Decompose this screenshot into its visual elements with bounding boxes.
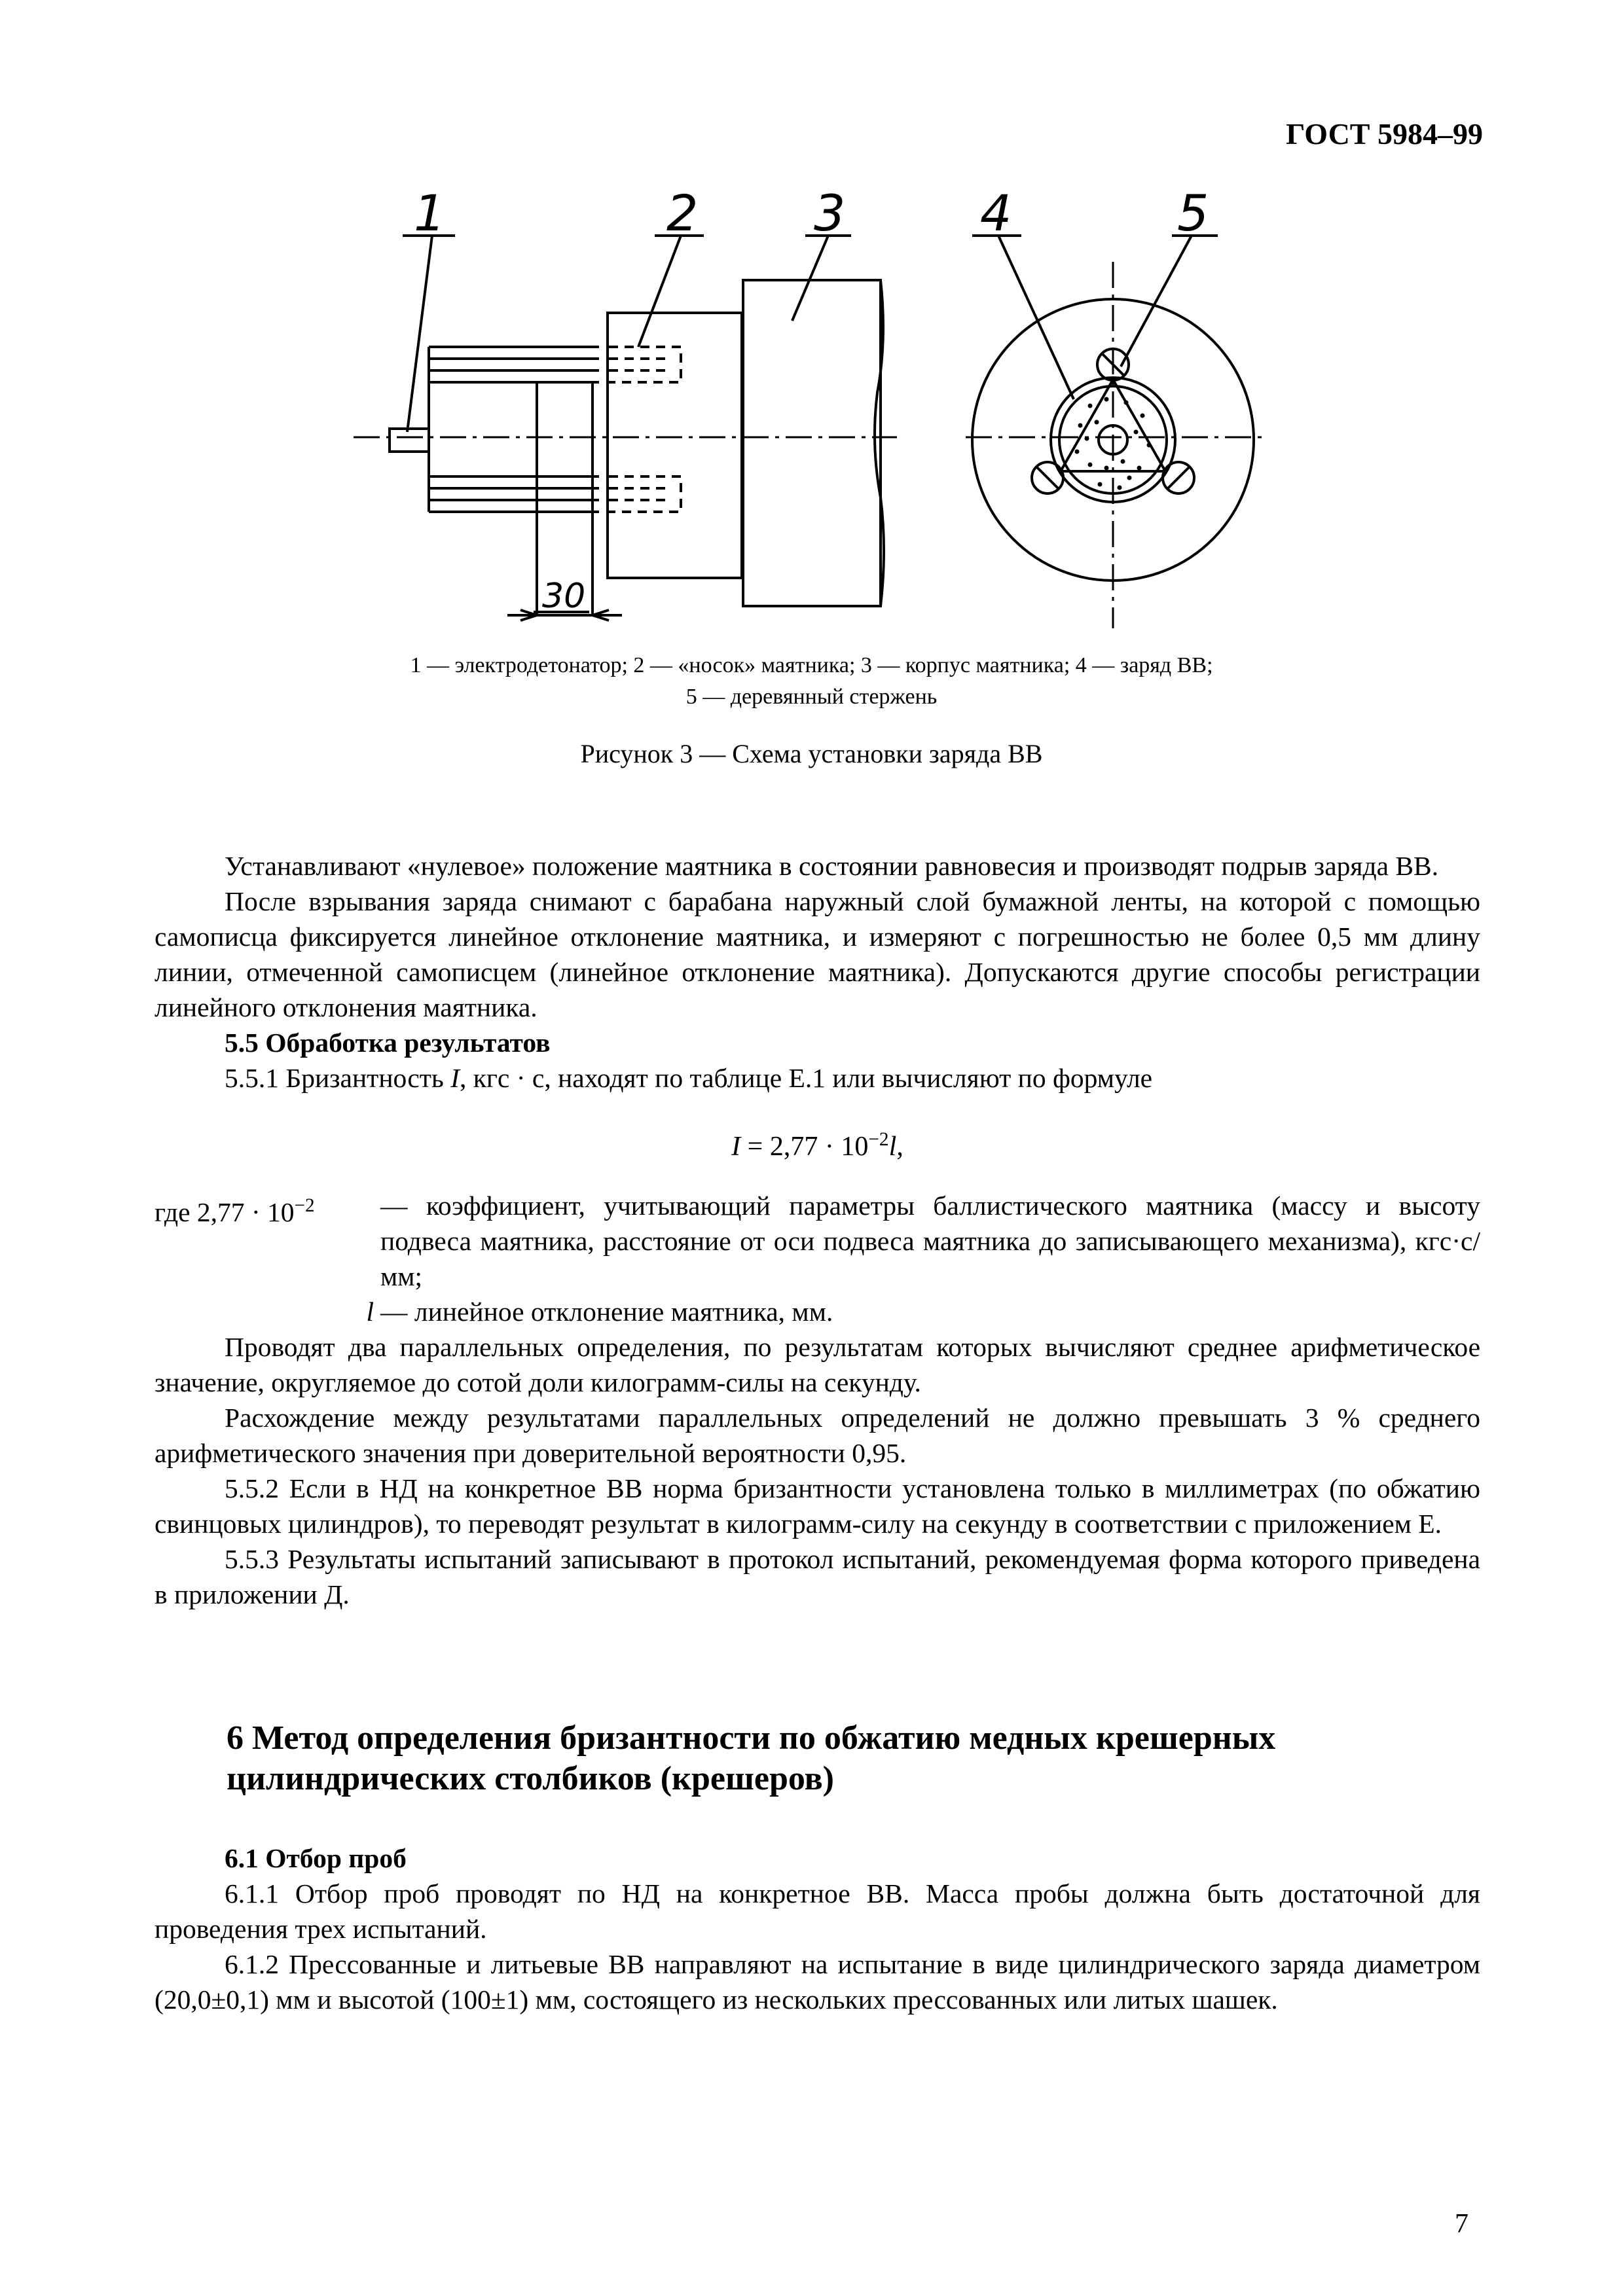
- paragraph-6-1-2: 6.1.2 Прессованные и литьевые ВВ направляют на испытание в виде цилиндрического заряда диаметром (20,0±0,1) мм и высотой (100±1) мм, состоящего из нескольких прессованных или литых шашек.: [155, 1949, 1480, 2015]
- figure-label-2: 2: [666, 184, 699, 242]
- page-number: 7: [1455, 2209, 1468, 2239]
- section-6-title: 6 Метод определения бризантности по обжатию медных крешерных цилиндрических столбиков (крешеров): [227, 1719, 1276, 1797]
- paragraph-5-5-2: 5.5.2 Если в НД на конкретное ВВ норма бризантности установлена только в миллиметрах (по обжатию свинцовых цилиндров), то переводят результат в килограмм-силу на секунду в соответствии с приложением Е.: [155, 1473, 1480, 1539]
- figure-legend: [0, 650, 1623, 713]
- figure-3-drawing: [354, 177, 1283, 628]
- paragraph: Расхождение между результатами параллельных определений не должно превышать 3 % среднего арифметического значения при доверительной вероятности 0,95.: [155, 1403, 1480, 1468]
- figure-caption: Рисунок 3 — Схема установки заряда ВВ: [580, 739, 1043, 768]
- figure-legend-line-1: 1 — электродетонатор; 2 — «носок» маятника; 3 — корпус маятника; 4 — заряд ВВ;: [410, 653, 1213, 677]
- document-header: ГОСТ 5984–99: [1286, 117, 1483, 151]
- paragraph: После взрывания заряда снимают с барабана наружный слой бумажной ленты, на которой с помощью самописца фиксируется линейное отклонение маятника, и измеряют с погрешностью не более 0,5 мм длину линии, отмеченной самописцем (линейное отклонение маятника). Допускаются другие способы регистрации линейного отклонения маятника.: [155, 886, 1480, 1022]
- figure-label-5: 5: [1177, 184, 1209, 242]
- paragraph-6-1-1: 6.1.1 Отбор проб проводят по НД на конкретное ВВ. Масса пробы должна быть достаточной для проведения трех испытаний.: [155, 1878, 1480, 1944]
- figure-label-4: 4: [980, 184, 1012, 242]
- paragraph: Проводят два параллельных определения, по результатам которых вычисляют среднее арифметическое значение, округляемое до сотой доли килограмм-силы на секунду.: [155, 1332, 1480, 1397]
- paragraph: Устанавливают «нулевое» положение маятника в состоянии равновесия и производят подрыв заряда ВВ.: [225, 851, 1439, 881]
- body-text: [155, 848, 1480, 1612]
- figure-label-3: 3: [814, 184, 846, 242]
- figure-legend-line-2: 5 — деревянный стержень: [685, 685, 938, 709]
- section-6-body: [155, 1840, 1480, 2017]
- paragraph-5-5-1: 5.5.1 Бризантность I, кгс · с, находят по таблице Е.1 или вычисляют по формуле: [225, 1063, 1153, 1093]
- figure-label-1: 1: [414, 184, 446, 242]
- formula-explanation-1: где $2,77 \cdot 10^{-2}$ — коэффициент, учитывающий параметры баллистического маятника (массу и высоту подвеса маятника, расстояние от оси подвеса маятника до записывающего механизма), кгс·с/мм;: [155, 1191, 1480, 1291]
- formula-explanation-2: l — линейное отклонение маятника, мм.: [366, 1297, 833, 1327]
- subsection-heading-5-5: 5.5 Обработка результатов: [225, 1028, 551, 1058]
- dimension-label: 30: [542, 577, 586, 616]
- formula: $I = 2,77 \cdot 10^{-2}l$,: [731, 1129, 903, 1162]
- subsection-heading-6-1: 6.1 Отбор проб: [225, 1843, 407, 1873]
- paragraph-5-5-3: 5.5.3 Результаты испытаний записывают в протокол испытаний, рекомендуемая форма которого приведена в приложении Д.: [155, 1544, 1480, 1609]
